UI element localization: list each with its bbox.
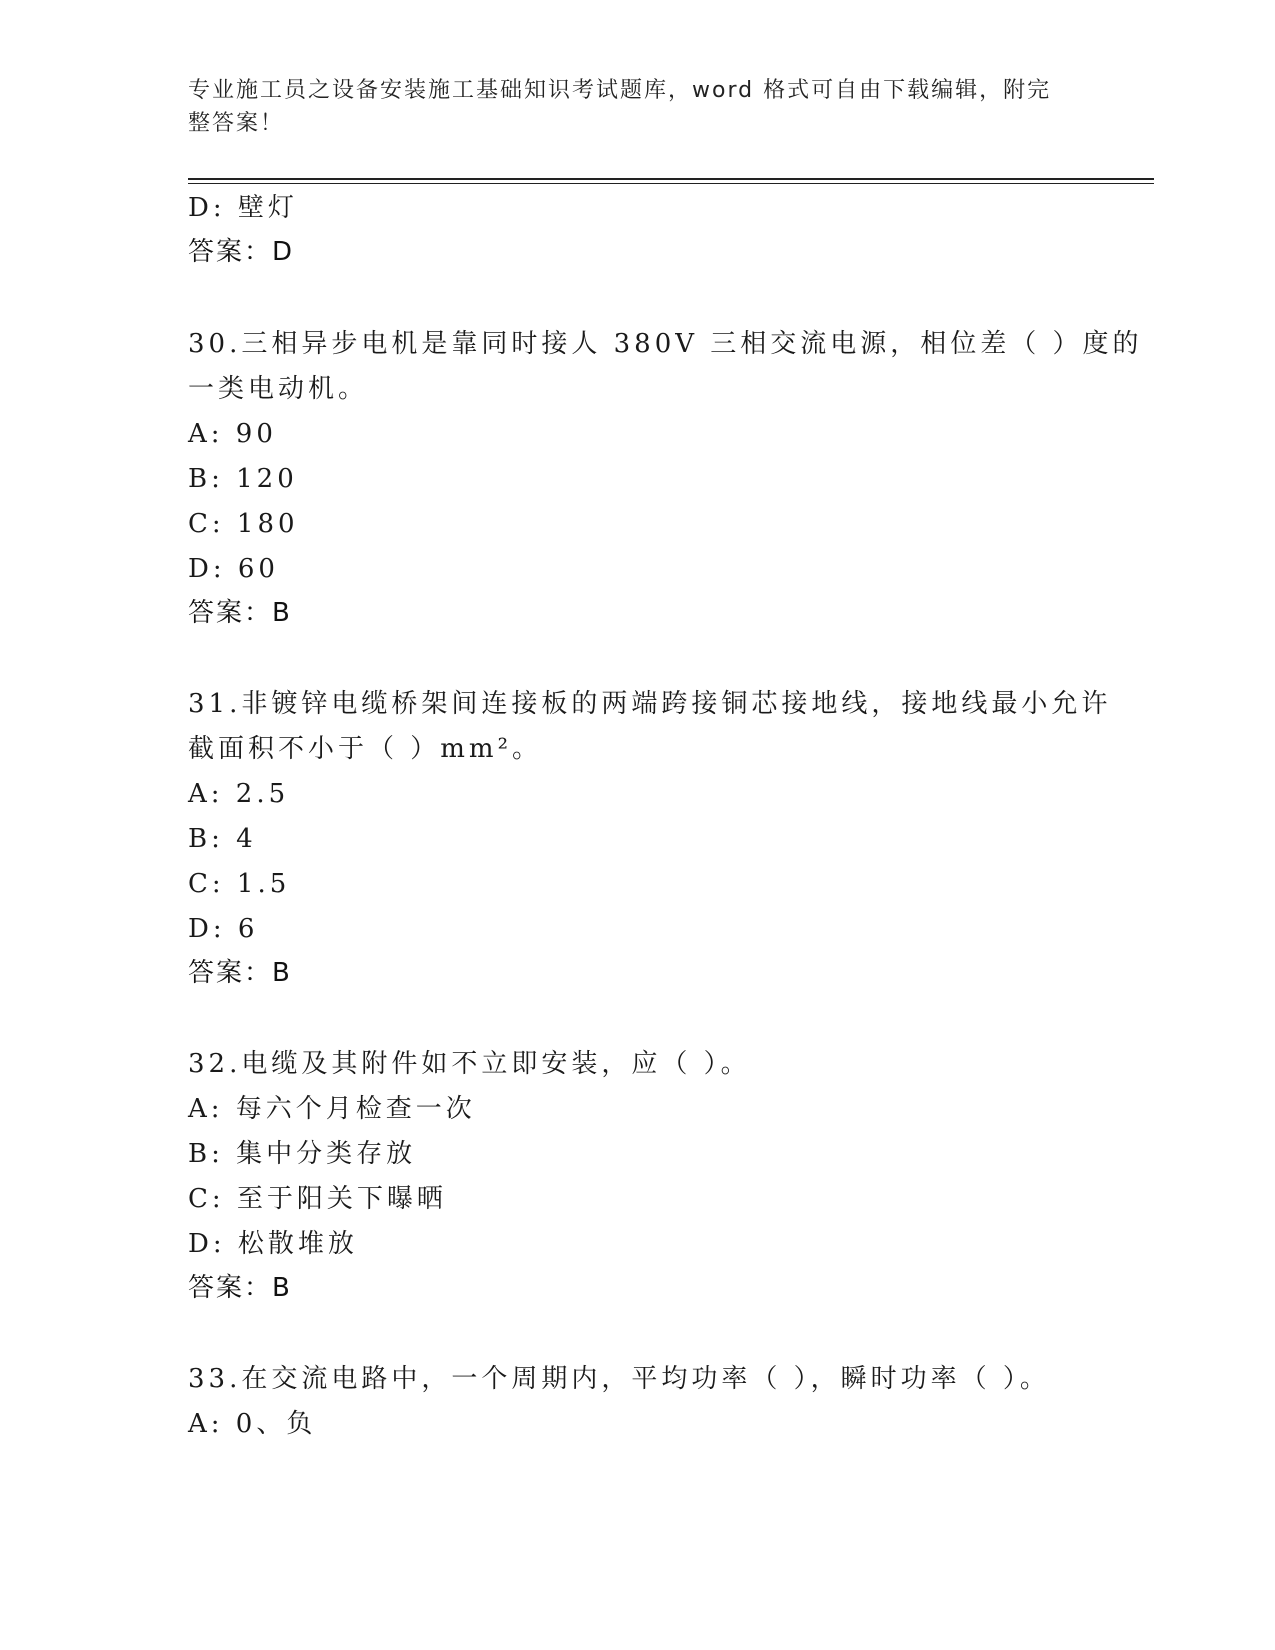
option-a: A: 0、负 (188, 1409, 317, 1439)
answer: 答案：B (188, 958, 292, 988)
question-30: 30.三相异步电机是靠同时接人 380V 三相交流电源，相位差（ ）度的 (188, 329, 1143, 359)
option-a: A: 90 (188, 419, 277, 449)
answer: 答案：D (188, 237, 295, 267)
option-b: B: 4 (188, 824, 257, 854)
option-a: A: 2.5 (188, 779, 290, 809)
answer: 答案：B (188, 598, 292, 628)
option-d: D: 6 (188, 914, 259, 944)
option-c: C: 至于阳关下曝晒 (188, 1184, 447, 1214)
header-divider-thick (188, 178, 1154, 180)
question-30-cont: 一类电动机。 (188, 374, 369, 404)
option-a: A: 每六个月检查一次 (188, 1094, 476, 1124)
option-c: C: 180 (188, 509, 299, 539)
option-b: B: 集中分类存放 (188, 1139, 417, 1169)
document-header: 专业施工员之设备安装施工基础知识考试题库，word 格式可自由下载编辑，附完整答案！ (188, 78, 1052, 136)
question-31-cont: 截面积不小于（ ）mm²。 (188, 734, 542, 764)
question-33: 33.在交流电路中，一个周期内，平均功率（ ），瞬时功率（ ）。 (188, 1364, 1050, 1394)
option-d: D: 松散堆放 (188, 1229, 358, 1259)
header-divider-thin (188, 183, 1154, 184)
question-32: 32.电缆及其附件如不立即安装，应（ ）。 (188, 1049, 751, 1079)
option-d: D: 壁灯 (188, 193, 298, 223)
option-c: C: 1.5 (188, 869, 291, 899)
option-b: B: 120 (188, 464, 298, 494)
answer: 答案：B (188, 1273, 292, 1303)
question-31: 31.非镀锌电缆桥架间连接板的两端跨接铜芯接地线，接地线最小允许 (188, 689, 1112, 719)
option-d: D: 60 (188, 554, 279, 584)
